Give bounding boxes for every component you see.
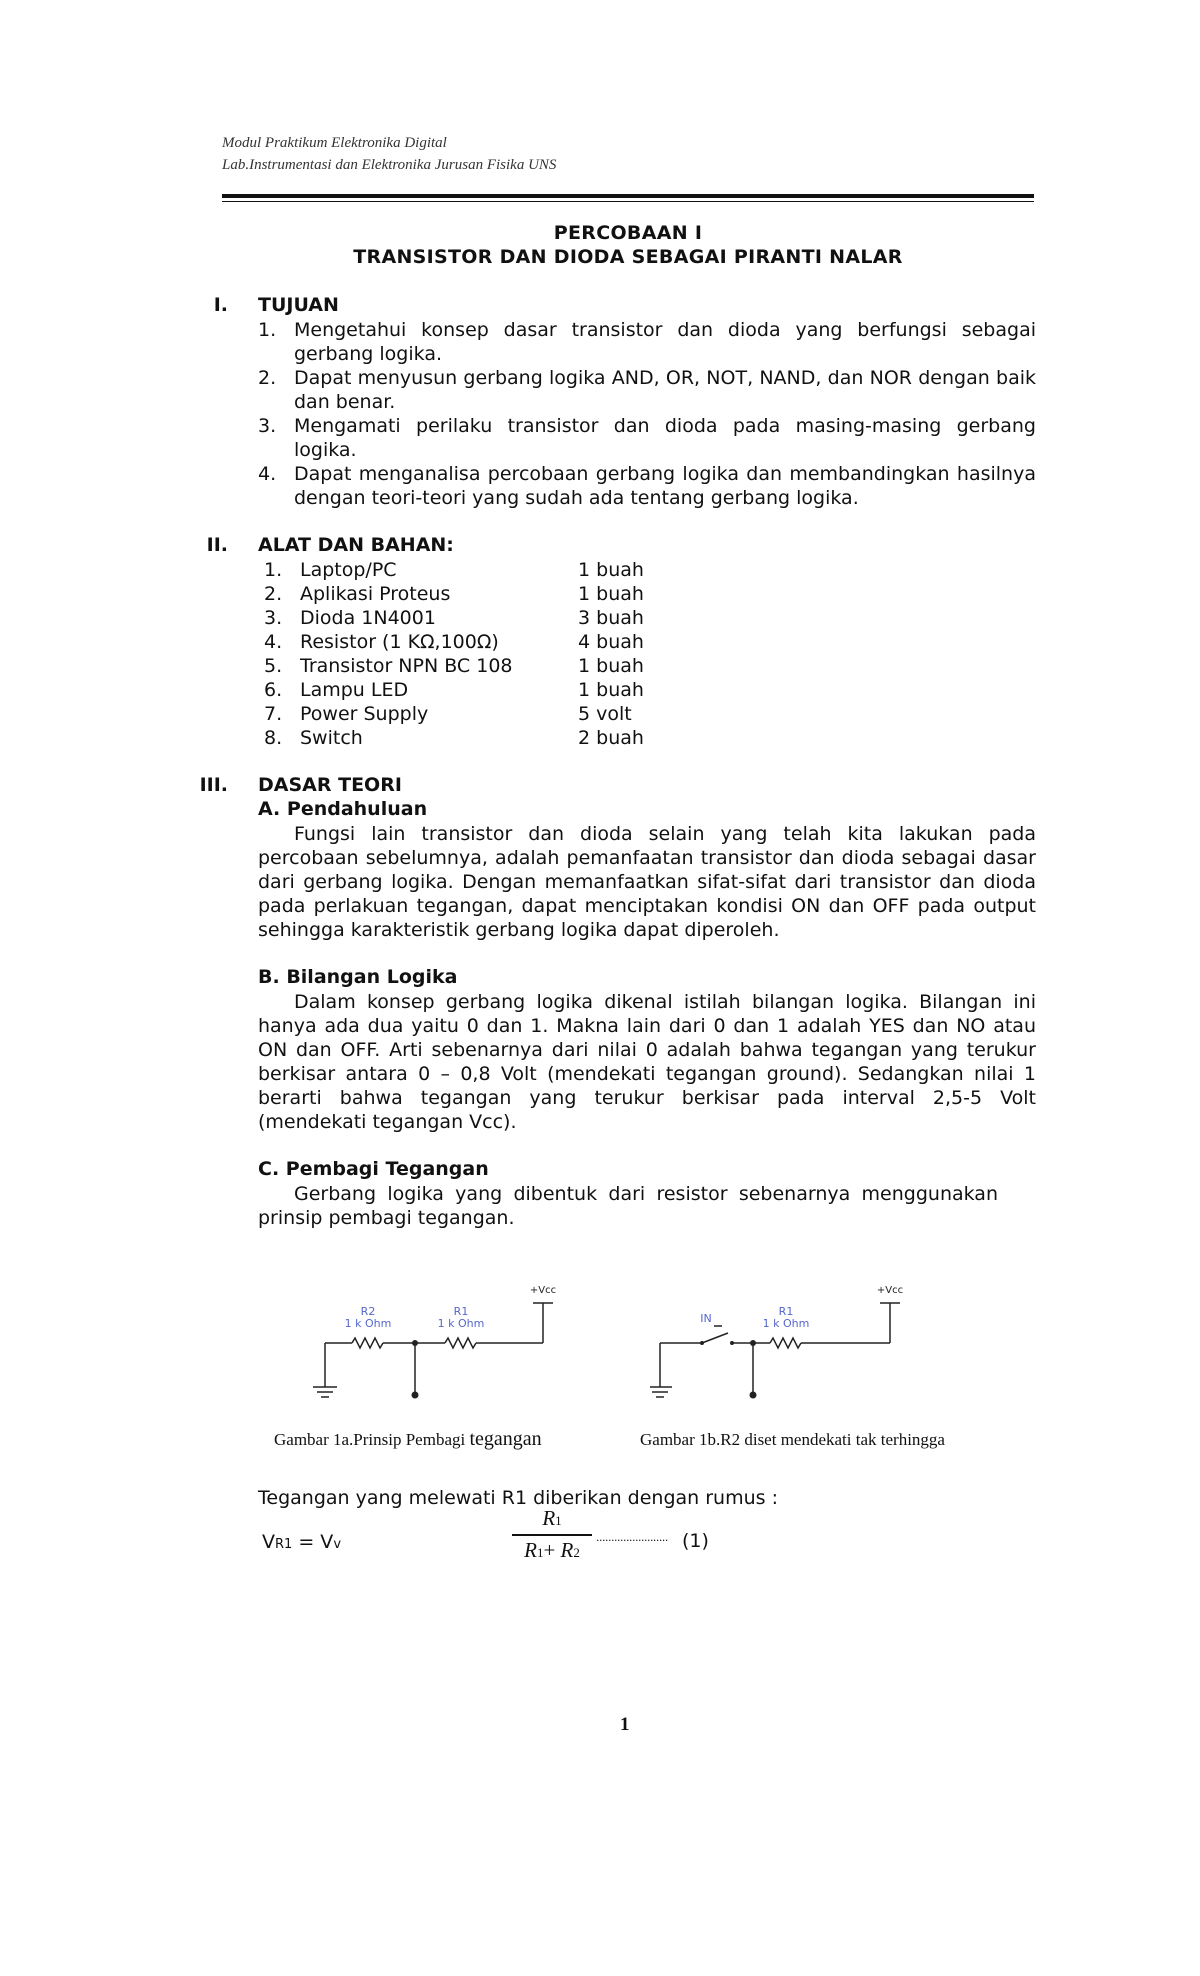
section-1-heading: TUJUAN [258, 294, 339, 316]
r2-label: R2 [360, 1305, 376, 1318]
list-item: 6. Lampu LED 1 buah [264, 679, 644, 701]
header-line1: Modul Praktikum Elektronika Digital [222, 135, 447, 151]
subsection-a-heading: A. Pendahuluan [258, 798, 428, 820]
r1-label: R1 [453, 1305, 469, 1318]
subsection-c-text: Gerbang logika yang dibentuk dari resistor sebenarnya menggunakan prinsip pembagi tegangan. [258, 1183, 998, 1229]
list-item: 2. Dapat menyusun gerbang logika AND, OR, NOT, NAND, dan NOR dengan baik dan benar. [258, 367, 1036, 413]
switch-label: IN [700, 1312, 712, 1325]
formula-lhs: VR1 = Vv [262, 1531, 342, 1553]
r1-value: 1 k Ohm [437, 1317, 485, 1330]
formula-intro: Tegangan yang melewati R1 diberikan dengan rumus : [258, 1487, 778, 1509]
list-item: 1. Laptop/PC 1 buah [264, 559, 644, 581]
page-title-line1: PERCOBAAN I [553, 222, 703, 244]
r1-value: 1 k Ohm [762, 1317, 810, 1330]
section-2-number: II. [206, 534, 228, 556]
vcc-label: +Vcc [529, 1285, 557, 1296]
formula-fraction [512, 1506, 592, 1563]
list-item: 4. Resistor (1 KΩ,100Ω) 4 buah [264, 631, 644, 653]
page-title-line2: TRANSISTOR DAN DIODA SEBAGAI PIRANTI NALAR [353, 246, 903, 268]
subsection-b-text: Dalam konsep gerbang logika dikenal istilah bilangan logika. Bilangan ini hanya ada dua yaitu 0 dan 1. Makna lain dari 0 dan 1 adalah YES dan NO atau ON dan OFF. Arti sebenarnya dari nilai 0 adalah bahwa tegangan yang terukur berkisar antara 0 – 0,8 Volt (mendekati tegangan ground). Sedangkan nilai 1 berarti bahwa tegangan yang terukur berkisar pada interval 2,5-5 Volt (mendekati tegangan Vcc). [258, 991, 1036, 1133]
list-item: 3. Mengamati perilaku transistor dan dioda pada masing-masing gerbang logika. [258, 415, 1036, 461]
subsection-c-heading: C. Pembagi Tegangan [258, 1158, 489, 1180]
list-item: 7. Power Supply 5 volt [264, 703, 632, 725]
figure-1a-caption: Gambar 1a.Prinsip Pembagi tegangan [274, 1428, 542, 1450]
header-rule-thin [222, 201, 1034, 202]
r1-label: R1 [778, 1305, 794, 1318]
subsection-b-heading: B. Bilangan Logika [258, 966, 458, 988]
list-item: 4. Dapat menganalisa percobaan gerbang logika dan membandingkan hasilnya dengan teori-teori yang sudah ada tentang gerbang logika. [258, 463, 1036, 509]
header-line2: Lab.Instrumentasi dan Elektronika Jurusan Fisika UNS [222, 157, 557, 173]
list-item: 1. Mengetahui konsep dasar transistor dan dioda yang berfungsi sebagai gerbang logika. [258, 319, 1036, 365]
section-3-heading: DASAR TEORI [258, 774, 402, 796]
circuit-switch-divider [650, 1275, 910, 1425]
list-item: 3. Dioda 1N4001 3 buah [264, 607, 644, 629]
tujuan-list [258, 318, 1036, 510]
list-item: 5. Transistor NPN BC 108 1 buah [264, 655, 644, 677]
vcc-label: +Vcc [876, 1285, 904, 1296]
list-item: 8. Switch 2 buah [264, 727, 644, 749]
section-1-number: I. [213, 294, 228, 316]
alat-list [264, 558, 764, 750]
formula-dots: ........................ [596, 1531, 668, 1544]
formula-numerator: R1 [542, 1506, 562, 1530]
subsection-a-text: Fungsi lain transistor dan dioda selain yang telah kita lakukan pada percobaan sebelumnya, adalah pemanfaatan transistor dan dioda sebagai dasar dari gerbang logika. Dengan memanfaatkan sifat-sifat dari transistor dan dioda pada perlakuan tegangan, dapat menciptakan kondisi ON dan OFF pada output sehingga karakteristik gerbang logika dapat diperoleh. [258, 823, 1036, 941]
circuit-voltage-divider [300, 1275, 590, 1425]
list-item: 2. Aplikasi Proteus 1 buah [264, 583, 644, 605]
r2-value: 1 k Ohm [344, 1317, 392, 1330]
equation-number: (1) [682, 1530, 709, 1552]
section-2-heading: ALAT DAN BAHAN: [258, 534, 454, 556]
page-number: 1 [620, 1714, 630, 1735]
header-rule-thick [222, 194, 1034, 198]
formula-denominator: R1+ R2 [524, 1537, 580, 1562]
fraction-bar [512, 1534, 592, 1536]
figure-1b-caption: Gambar 1b.R2 diset mendekati tak terhingga [640, 1430, 945, 1449]
section-3-number: III. [199, 774, 228, 796]
